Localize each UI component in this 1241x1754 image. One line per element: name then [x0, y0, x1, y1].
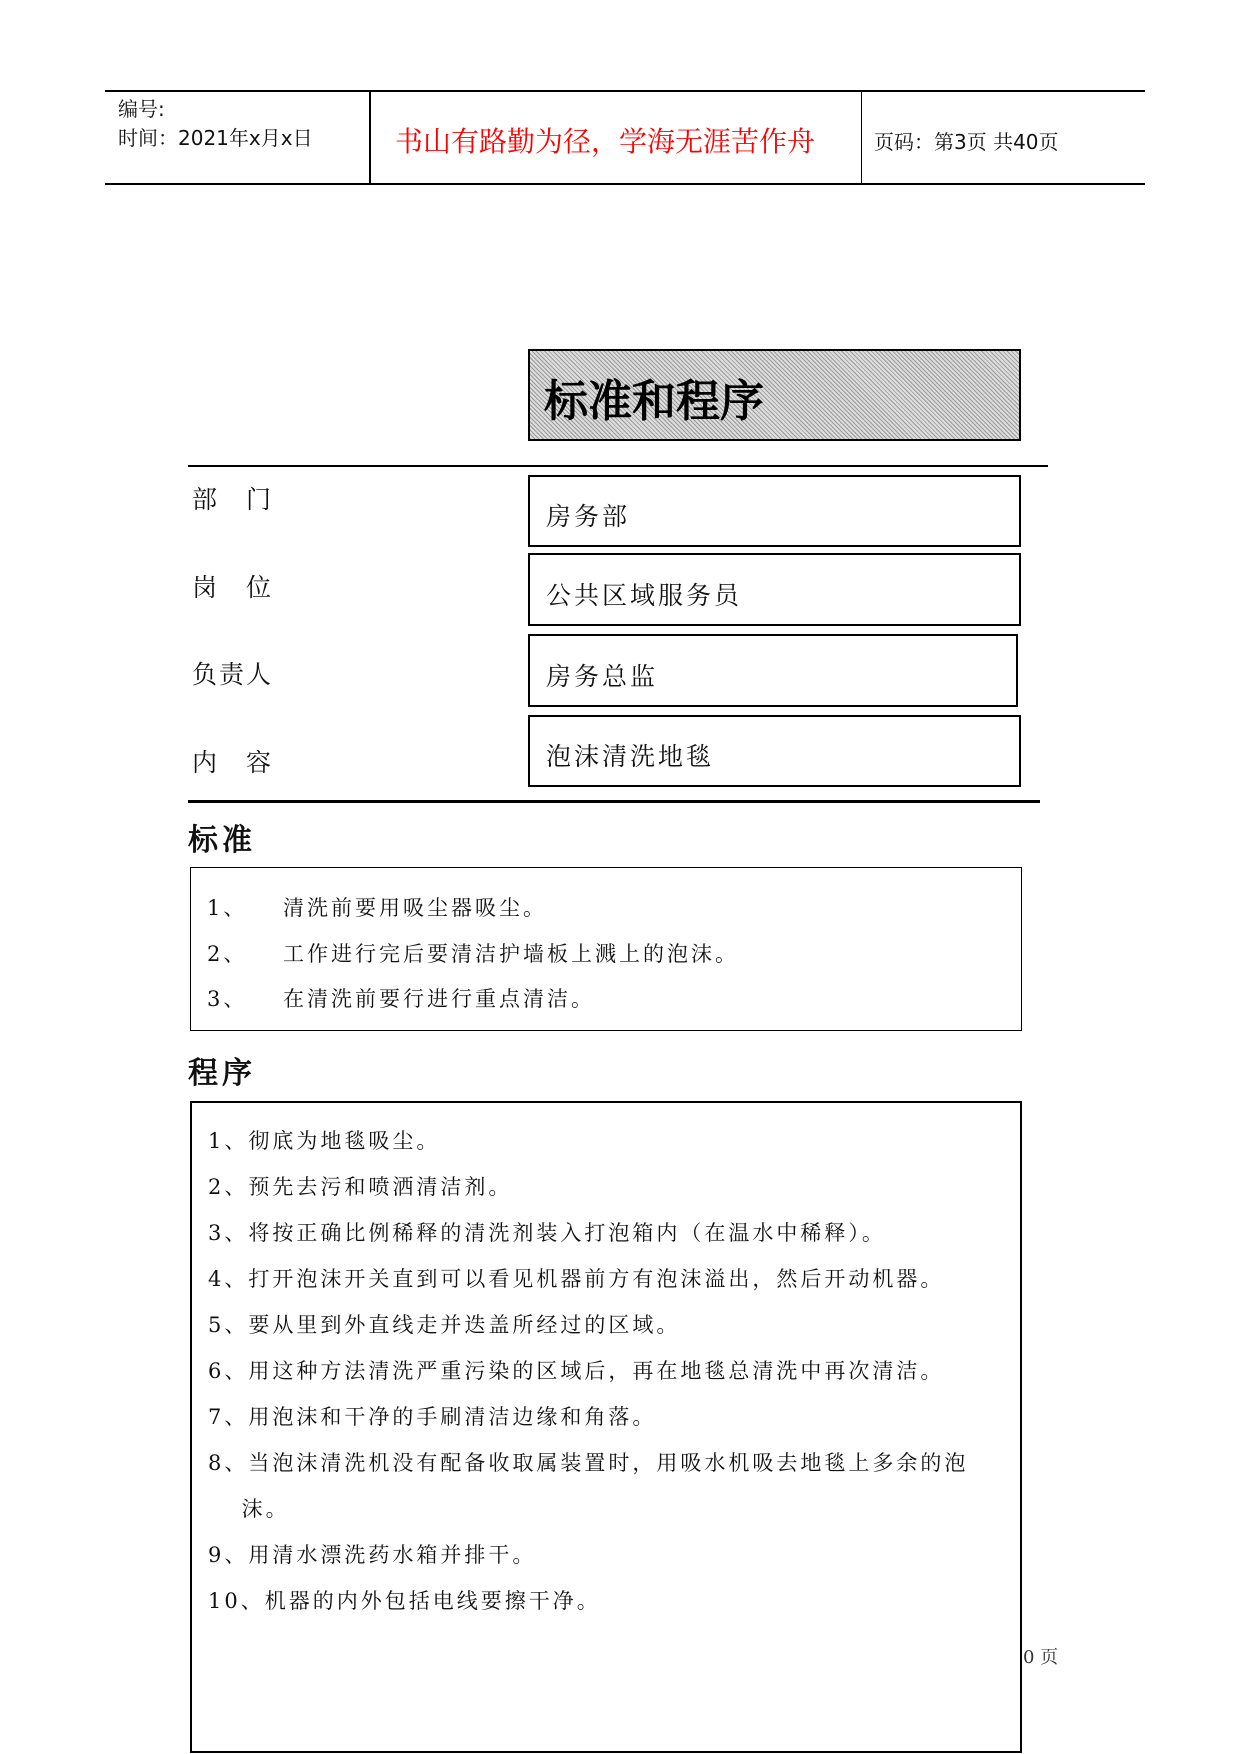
procedure-step: 沫。 — [208, 1497, 290, 1521]
page-footer-fragment: 0 页 — [1023, 1647, 1059, 1668]
procedure-step: 8、当泡沫清洗机没有配备收取属装置时，用吸水机吸去地毯上多余的泡 — [208, 1451, 969, 1475]
procedure-step: 5、要从里到外直线走并迭盖所经过的区域。 — [208, 1313, 681, 1337]
field-label: 内 容 — [192, 748, 274, 777]
header-bottom-rule — [105, 183, 1145, 185]
page-title: 标准和程序 — [544, 376, 764, 427]
field-value: 泡沫清洗地毯 — [546, 742, 715, 771]
field-label: 部 门 — [192, 485, 274, 514]
field-value: 房务总监 — [546, 662, 659, 691]
procedure-step: 7、用泡沫和干净的手刷清洁边缘和角落。 — [208, 1405, 657, 1429]
procedure-step: 6、用这种方法清洗严重污染的区域后，再在地毯总清洗中再次清洁。 — [208, 1359, 945, 1383]
doc-time: 时间：2021年x月x日 — [118, 126, 313, 150]
fields-top-rule — [188, 465, 1048, 467]
field-label: 岗 位 — [192, 573, 274, 602]
field-box — [528, 634, 1018, 707]
header-divider — [861, 90, 862, 184]
header-divider — [369, 90, 371, 184]
page-info: 页码：第3页 共40页 — [874, 130, 1059, 154]
field-box — [528, 475, 1021, 547]
field-label: 负责人 — [192, 660, 274, 689]
procedures-box — [190, 1101, 1022, 1753]
header-top-rule — [105, 90, 1145, 92]
standard-number: 3、 — [207, 987, 248, 1011]
procedure-step: 1、彻底为地毯吸尘。 — [208, 1129, 441, 1153]
procedure-step: 2、预先去污和喷洒清洁剂。 — [208, 1175, 513, 1199]
fields-bottom-rule — [188, 800, 1040, 803]
field-value: 公共区域服务员 — [546, 581, 743, 610]
standards-box — [190, 867, 1022, 1031]
doc-number-label: 编号: — [118, 97, 165, 121]
procedure-step: 9、用清水漂洗药水箱并排干。 — [208, 1543, 537, 1567]
field-box — [528, 553, 1021, 626]
procedure-step: 10、机器的内外包括电线要擦干净。 — [208, 1589, 601, 1613]
field-box — [528, 715, 1021, 787]
procedure-step: 3、将按正确比例稀释的清洗剂装入打泡箱内（在温水中稀释）。 — [208, 1221, 886, 1245]
standard-number: 2、 — [207, 942, 248, 966]
standards-heading: 标准 — [188, 823, 256, 858]
procedures-heading: 程序 — [188, 1056, 256, 1091]
standard-text: 工作进行完后要清洁护墙板上溅上的泡沫。 — [283, 942, 739, 966]
title-box — [528, 349, 1021, 441]
header-motto: 书山有路勤为径，学海无涯苦作舟 — [395, 125, 816, 158]
standard-text: 在清洗前要行进行重点清洁。 — [283, 987, 595, 1011]
standard-number: 1、 — [207, 896, 248, 920]
standard-text: 清洗前要用吸尘器吸尘。 — [283, 896, 547, 920]
field-value: 房务部 — [546, 502, 631, 531]
procedure-step: 4、打开泡沫开关直到可以看见机器前方有泡沫溢出，然后开动机器。 — [208, 1267, 945, 1291]
